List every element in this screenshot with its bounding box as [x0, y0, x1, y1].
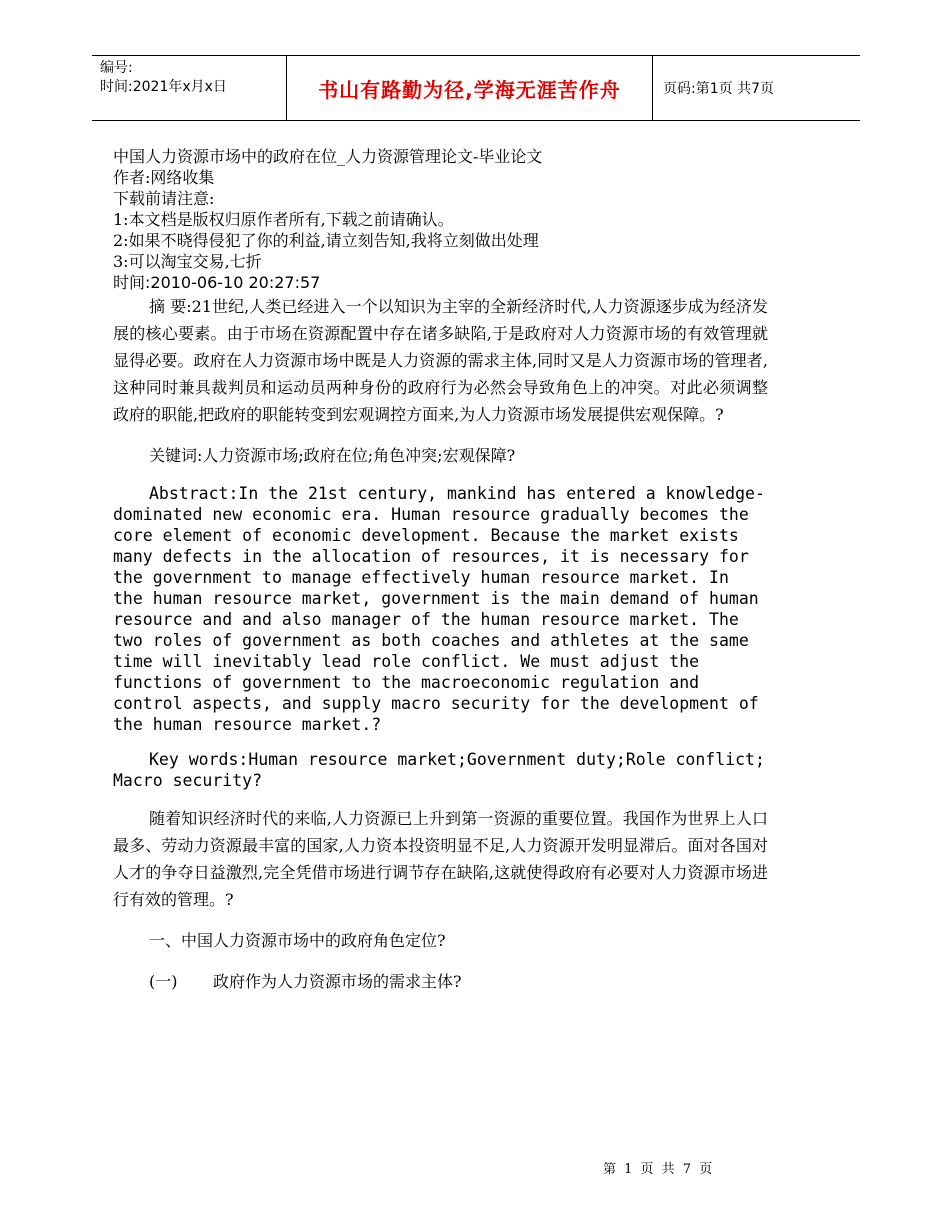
page-header — [92, 55, 860, 121]
subsection-number: (一) — [149, 972, 178, 991]
header-meta — [92, 56, 287, 120]
page-footer: 第 1 页 共 7 页 — [603, 1162, 715, 1177]
doc-time-label: 时间:2021年x月x日 — [100, 79, 227, 95]
notice-item-1: 1:本文档是版权归原作者所有,下载之前请确认。 — [113, 210, 454, 229]
header-motto: 书山有路勤为径,学海无涯苦作舟 — [287, 56, 653, 120]
subsection-heading-1 — [113, 968, 768, 995]
intro-paragraph: 随着知识经济时代的来临,人力资源已上升到第一资源的重要位置。我国作为世界上人口最多、劳动力资源最丰富的国家,人力资本投资明显不足,人力资源开发明显滞后。面对各国对人才的争夺日益激烈,完全凭借市场进行调节存在缺陷,这就使得政府有必要对人力资源市场进行有效的管理。? — [113, 809, 768, 909]
keywords-cn: 关键词:人力资源市场;政府在位;角色冲突;宏观保障? — [149, 446, 516, 465]
notice-item-3: 3:可以淘宝交易,七折 — [113, 252, 262, 271]
document-body — [113, 146, 775, 995]
abstract-en: Abstract:In the 21st century, mankind has entered a knowledge-dominated new economic era. Human resource gradually becomes the core element of economic development. Because the market exists many defects in the allocation of resources, it is necessary for the government to manage effectively human resource market. In the human resource market, government is the main demand of human resource and and also manager of the human resource market. The two roles of government as both coaches and athletes at the same time will inevitably lead role conflict. We must adjust the functions of government to the macroeconomic regulation and control aspects, and supply macro security for the development of the human resource market.? — [113, 484, 769, 734]
keywords-en: Key words:Human resource market;Government duty;Role conflict; Macro security? — [113, 750, 775, 790]
abstract-cn: 摘 要:21世纪,人类已经进入一个以知识为主宰的全新经济时代,人力资源逐步成为经济发展的核心要素。由于市场在资源配置中存在诸多缺陷,于是政府对人力资源市场的有效管理就显得必要。政府在人力资源市场中既是人力资源的需求主体,同时又是人力资源市场的管理者,这种同时兼具裁判员和运动员两种身份的政府行为必然会导致角色上的冲突。对此必须调整政府的职能,把政府的职能转变到宏观调控方面来,为人力资源市场发展提供宏观保障。? — [113, 297, 768, 424]
notice-heading: 下载前请注意: — [113, 189, 215, 208]
doc-timestamp: 时间:2010-06-10 20:27:57 — [113, 273, 321, 292]
header-page-info: 页码:第1页 共7页 — [663, 81, 774, 97]
doc-number-label: 编号: — [100, 60, 133, 76]
doc-title: 中国人力资源市场中的政府在位_人力资源管理论文-毕业论文 — [113, 147, 543, 166]
subsection-text: 政府作为人力资源市场的需求主体? — [213, 972, 462, 991]
doc-author: 作者:网络收集 — [113, 168, 215, 187]
notice-item-2: 2:如果不晓得侵犯了你的利益,请立刻告知,我将立刻做出处理 — [113, 231, 539, 250]
section-heading-1: 一、中国人力资源市场中的政府角色定位? — [149, 931, 446, 950]
